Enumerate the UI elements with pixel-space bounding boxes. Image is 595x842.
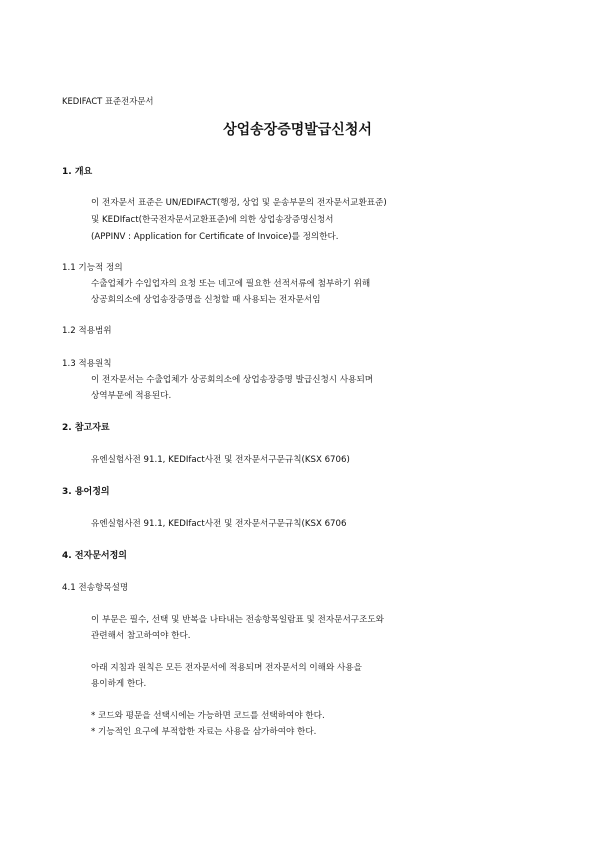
document-title: 상업송장증명발급신청서 xyxy=(223,122,372,138)
document-header: KEDIFACT 표준전자문서 xyxy=(62,96,154,106)
section-1-3-heading: 1.3 적용원칙 xyxy=(62,359,112,369)
section-1-1-heading: 1.1 기능적 정의 xyxy=(62,263,123,273)
section-1-3-line: 상역부문에 적용된다. xyxy=(91,391,172,401)
section-3-line: 유엔실험사전 91.1, KEDIfact사전 및 전자문서구문규칙(KSX 6706 xyxy=(91,519,347,529)
section-4-1-para-line: 용이하게 한다. xyxy=(91,679,147,689)
section-1-3-line: 이 전자문서는 수출업체가 상공회의소에 상업송장증명 발급신청시 사용되며 xyxy=(91,375,374,385)
section-4-1-para-line: 아래 지침과 원칙은 모든 전자문서에 적용되며 전자문서의 이해와 사용을 xyxy=(91,663,362,673)
section-1-heading: 1. 개요 xyxy=(62,167,93,177)
section-4-1-heading: 4.1 전송항목설명 xyxy=(62,583,129,593)
section-4-1-bullet: * 기능적인 요구에 부적합한 자료는 사용을 삼가하여야 한다. xyxy=(91,727,317,737)
section-4-heading: 4. 전자문서정의 xyxy=(62,551,127,561)
section-1-2-heading: 1.2 적용범위 xyxy=(62,326,112,336)
section-1-1-line: 상공회의소에 상업송장증명을 신청할 때 사용되는 전자문서임 xyxy=(91,295,321,305)
section-2-heading: 2. 참고자료 xyxy=(62,423,110,433)
section-1-line: 및 KEDIfact(한국전자문서교환표준)에 의한 상업송장증명신청서 xyxy=(91,215,334,225)
section-3-heading: 3. 용어정의 xyxy=(62,487,110,497)
section-4-1-bullet: * 코드와 평문을 선택시에는 가능하면 코드를 선택하여야 한다. xyxy=(91,711,325,721)
section-1-line: 이 전자문서 표준은 UN/EDIFACT(행정, 상업 및 운송부문의 전자문서교환표준) xyxy=(91,198,387,208)
section-2-line: 유엔실험사전 91.1, KEDIfact사전 및 전자문서구문규칙(KSX 6706) xyxy=(91,455,350,465)
section-1-1-line: 수출업체가 수입업자의 요청 또는 네고에 필요한 선적서류에 첨부하기 위해 xyxy=(91,279,371,289)
section-4-1-para-line: 관련해서 참고하여야 한다. xyxy=(91,631,191,641)
section-4-1-para-line: 이 부문은 필수, 선택 및 반복을 나타내는 전송항목일람표 및 전자문서구조도와 xyxy=(91,615,384,625)
section-1-line: (APPINV : Application for Certificate of Invoice)를 정의한다. xyxy=(91,232,339,242)
